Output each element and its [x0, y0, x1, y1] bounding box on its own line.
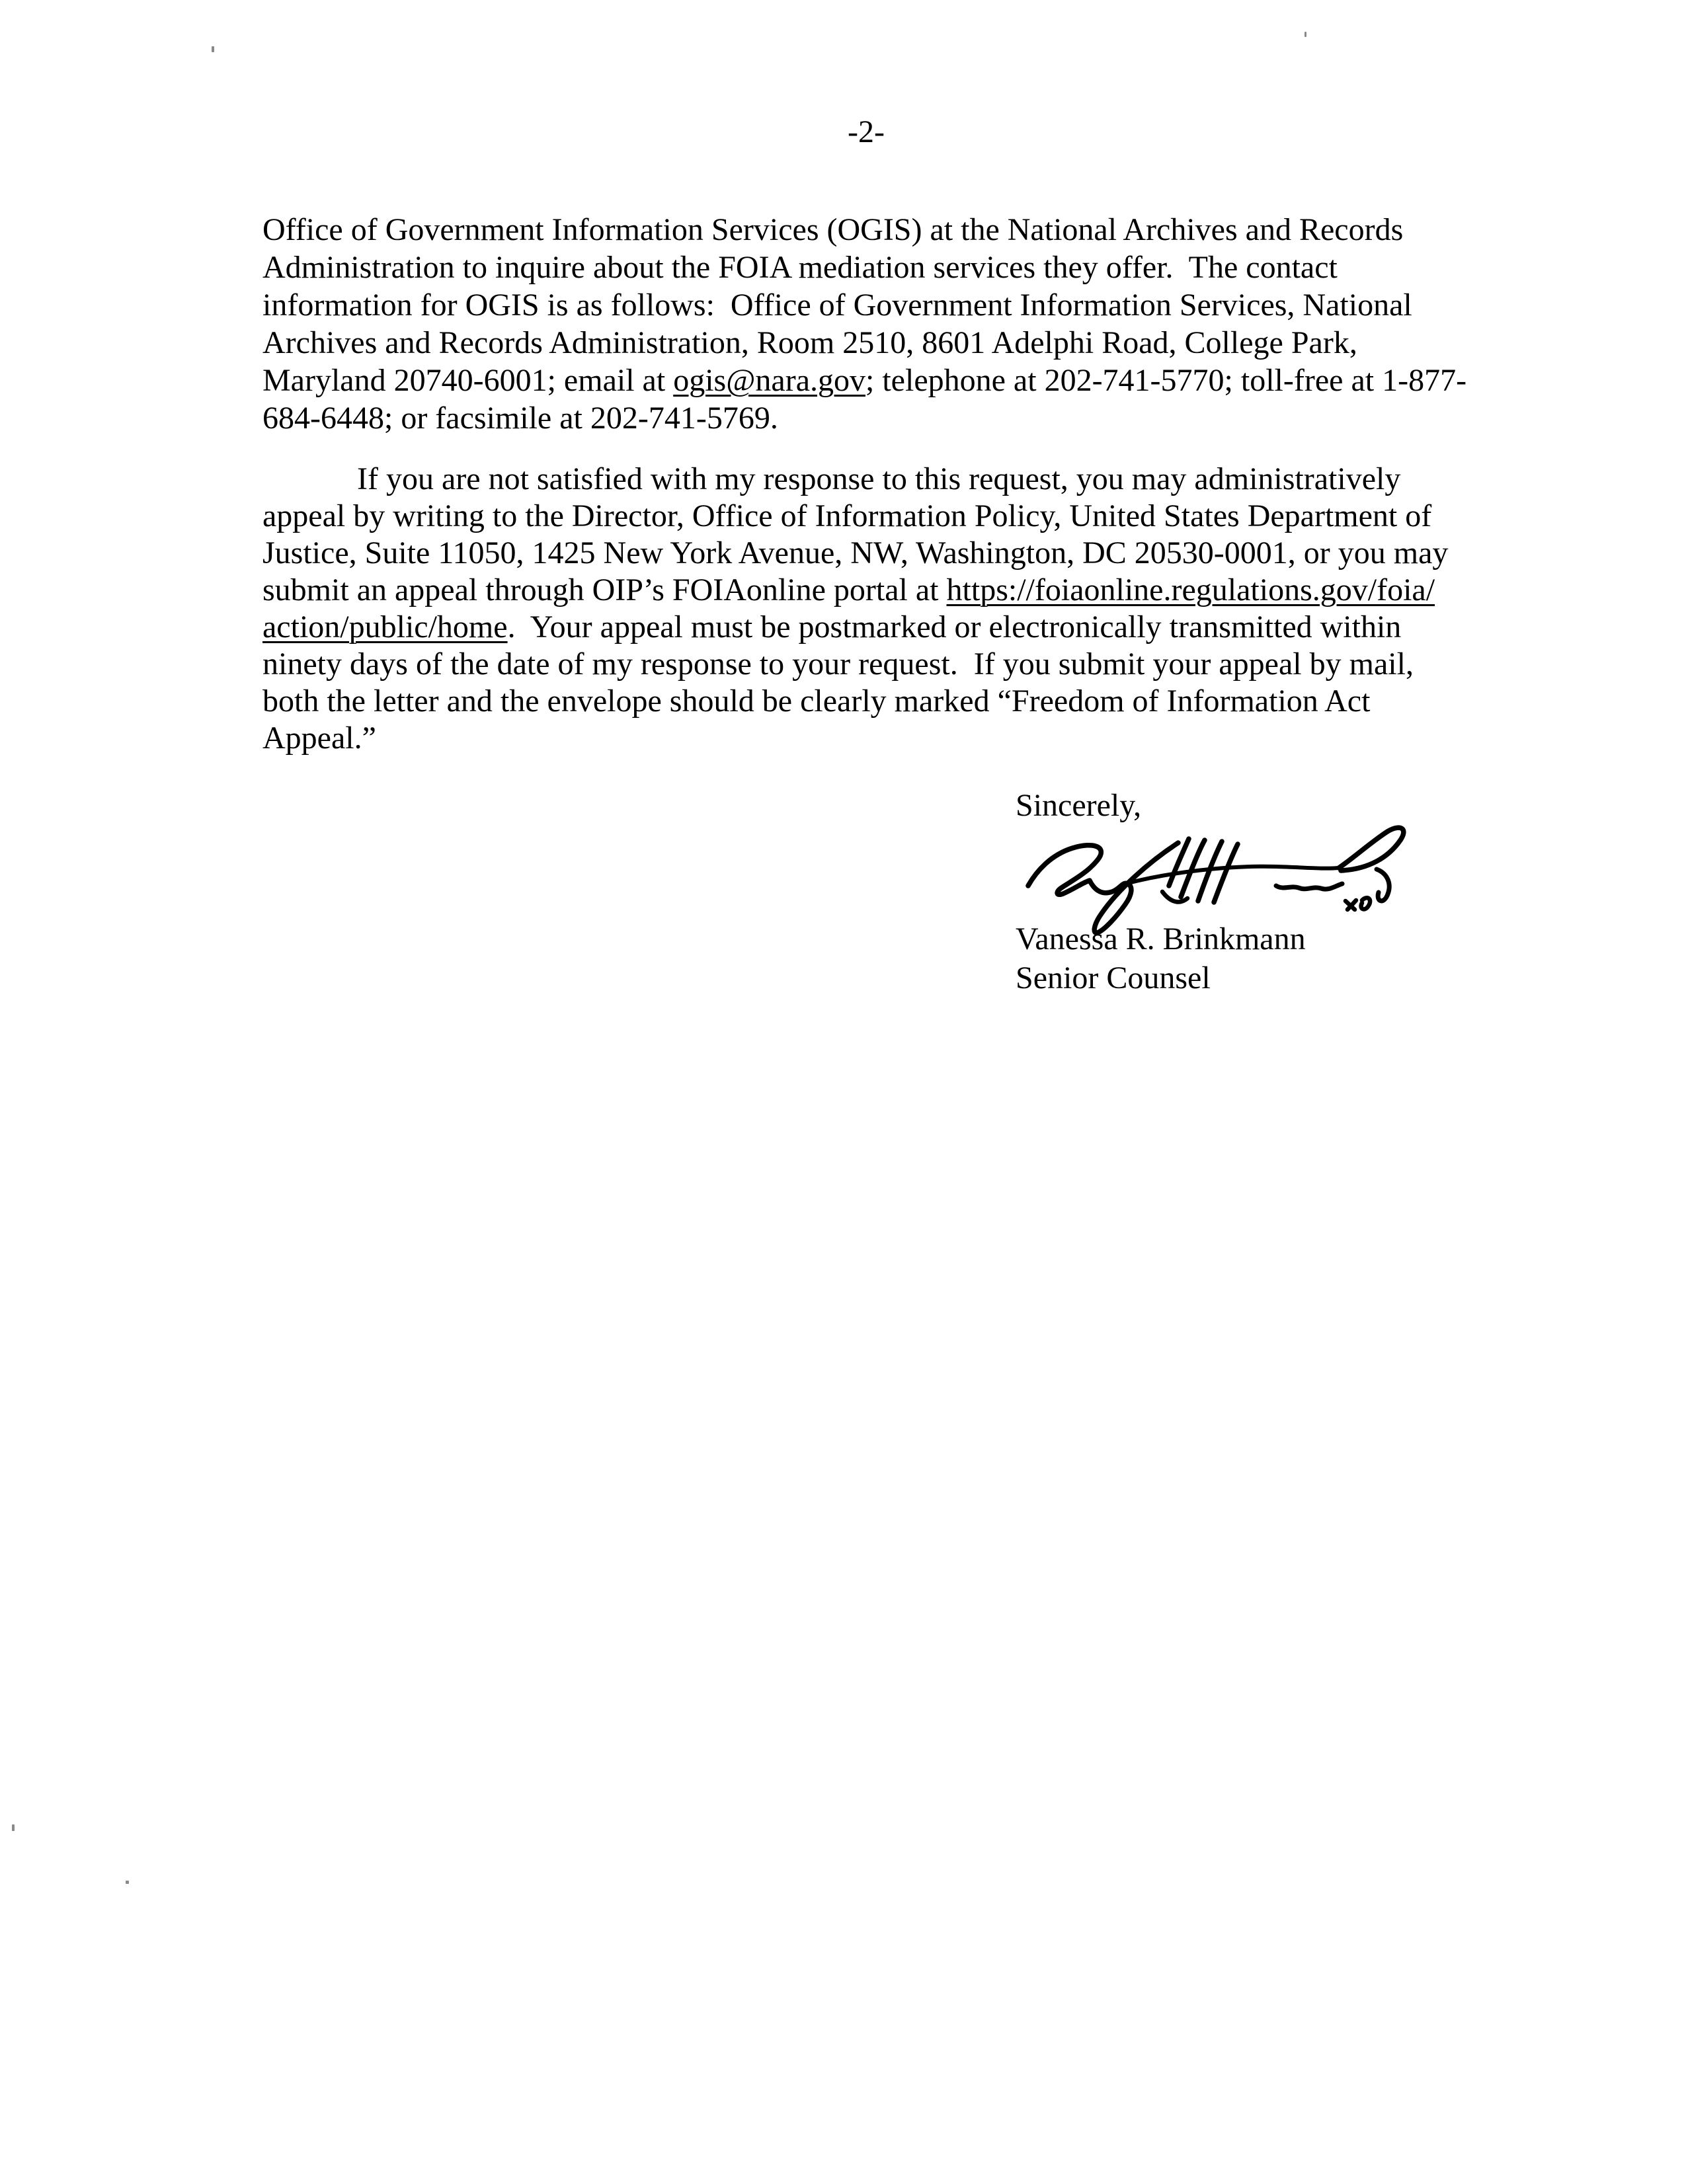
paragraph	[262, 211, 1467, 437]
text-line	[262, 683, 1459, 720]
text-segment: Archives and Records Administration, Room 2510, 8601 Adelphi Road, College Park,	[262, 325, 1357, 360]
text-line	[262, 461, 1459, 498]
text-line	[262, 324, 1459, 362]
text-line	[262, 572, 1459, 609]
text-segment: Maryland 20740-6001; email at	[262, 363, 674, 398]
text-line	[262, 498, 1459, 535]
foiaonline-portal-link-line1[interactable]: https://foiaonline.regulations.gov/foia/	[946, 572, 1435, 607]
signer-name: Vanessa R. Brinkmann	[1016, 921, 1306, 956]
text-line	[262, 362, 1467, 399]
text-line	[262, 609, 1459, 646]
text-line	[262, 286, 1459, 324]
text-segment: If you are not satisfied with my response to this request, you may administratively	[357, 461, 1401, 496]
text-segment: ; telephone at 202-741-5770; toll-free at 1-877-	[865, 363, 1467, 398]
text-segment: submit an appeal through OIP’s FOIAonline portal at	[262, 572, 947, 607]
text-line	[262, 535, 1459, 572]
page-number: -2-	[848, 114, 885, 149]
text-line	[262, 646, 1459, 683]
text-segment: appeal by writing to the Director, Office of Information Policy, United States Department of	[262, 498, 1432, 533]
text-segment: information for OGIS is as follows: Office of Government Information Services, National	[262, 288, 1412, 323]
scan-speck	[12, 1824, 15, 1831]
text-line	[262, 720, 1459, 757]
signer-title: Senior Counsel	[1016, 960, 1211, 995]
foiaonline-portal-link-line2[interactable]: action/public/home	[262, 609, 508, 644]
text-segment: 684-6448; or facsimile at 202-741-5769.	[262, 401, 778, 436]
scan-speck	[126, 1881, 129, 1884]
text-segment: Administration to inquire about the FOIA mediation services they offer. The contact	[262, 250, 1338, 285]
text-segment: Office of Government Information Services (OGIS) at the National Archives and Records	[262, 212, 1404, 247]
text-segment: Appeal.”	[262, 721, 376, 756]
text-segment: . Your appeal must be postmarked or electronically transmitted within	[507, 609, 1402, 644]
text-segment: both the letter and the envelope should be clearly marked “Freedom of Information Act	[262, 683, 1371, 719]
text-segment: Justice, Suite 11050, 1425 New York Avenue, NW, Washington, DC 20530-0001, or you may	[262, 535, 1449, 570]
text-line	[262, 249, 1459, 286]
ogis-email-link[interactable]: ogis@nara.gov	[673, 363, 865, 398]
closing-salutation: Sincerely,	[1016, 788, 1142, 823]
scan-speck	[212, 46, 214, 52]
paragraph	[262, 461, 1459, 757]
text-segment: ninety days of the date of my response to your request. If you submit your appeal by mail,	[262, 646, 1414, 682]
text-line	[262, 211, 1459, 249]
scan-speck	[1305, 32, 1306, 37]
text-line	[262, 399, 1459, 437]
